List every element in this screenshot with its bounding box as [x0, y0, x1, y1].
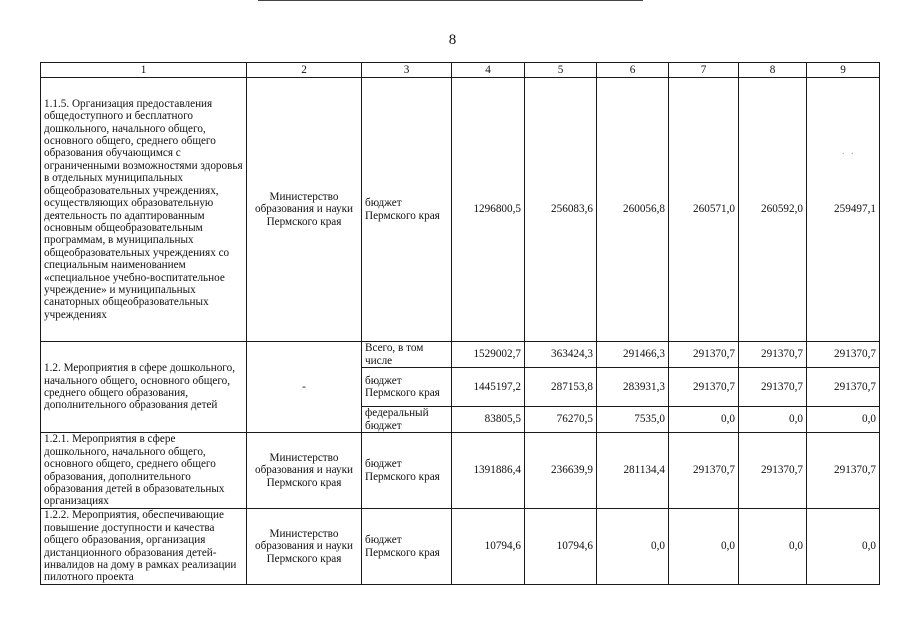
- funding-source: бюджет Пермского края: [362, 78, 452, 342]
- page-number: 8: [448, 32, 457, 48]
- executor: Министерство образования и науки Пермского края: [247, 78, 362, 342]
- value-cell: 259497,1: [807, 78, 880, 342]
- value-cell: 236639,9: [525, 433, 597, 509]
- executor: Министерство образования и науки Пермского края: [247, 433, 362, 509]
- header-cell: 7: [669, 63, 739, 78]
- activity-name: 1.2.1. Мероприятия в сфере дошкольного, начального общего, основного общего, среднего общего образования, дополнительного образования детей в образовательных организациях: [41, 433, 247, 509]
- header-cell: 3: [362, 63, 452, 78]
- activity-name: 1.1.5. Организация предоставления общедоступного и бесплатного дошкольного, начального общего, основного общего, среднего общего образования обучающимся с ограниченными возможностями здоровья в отдельных муниципальных общеобразовательных учреждениях, осуществляющих образовательную деятельность по адаптированным основным общеобразовательным программам, в муниципальных общеобразовательных учреждениях со специальным наименованием «специальное учебно-воспитательное учреждение» и муниципальных санаторных общеобразовательных учреждениях: [41, 78, 247, 342]
- value-cell: 1445197,2: [452, 368, 525, 407]
- value-cell: 0,0: [669, 509, 739, 585]
- page-top-rule: [258, 0, 643, 1]
- header-cell: 2: [247, 63, 362, 78]
- executor: -: [247, 342, 362, 433]
- value-cell: 0,0: [597, 509, 669, 585]
- value-cell: 10794,6: [452, 509, 525, 585]
- activity-name: 1.2.2. Мероприятия, обеспечивающие повышение доступности и качества общего образования, организация дистанционного образования детей-инвалидов на дому в рамках реализации пилотного проекта: [41, 509, 247, 585]
- value-cell: 76270,5: [525, 407, 597, 433]
- value-cell: 1529002,7: [452, 342, 525, 368]
- header-cell: 4: [452, 63, 525, 78]
- header-cell: 1: [41, 63, 247, 78]
- table-row: [41, 342, 880, 368]
- funding-source: федеральный бюджет: [362, 407, 452, 433]
- funding-source: бюджет Пермского края: [362, 509, 452, 585]
- value-cell: 291370,7: [807, 368, 880, 407]
- header-cell: 9: [807, 63, 880, 78]
- header-cell: 8: [739, 63, 807, 78]
- value-cell: 0,0: [739, 509, 807, 585]
- value-cell: 1296800,5: [452, 78, 525, 342]
- value-cell: 0,0: [807, 407, 880, 433]
- value-cell: 291370,7: [739, 368, 807, 407]
- value-cell: 7535,0: [597, 407, 669, 433]
- value-cell: 291370,7: [807, 433, 880, 509]
- column-numbers-row: [41, 63, 880, 78]
- value-cell: 287153,8: [525, 368, 597, 407]
- scan-mark: . .: [842, 146, 856, 157]
- value-cell: 0,0: [739, 407, 807, 433]
- budget-table: [40, 62, 880, 585]
- funding-source: бюджет Пермского края: [362, 433, 452, 509]
- value-cell: 291370,7: [669, 433, 739, 509]
- value-cell: 291370,7: [669, 368, 739, 407]
- value-cell: 10794,6: [525, 509, 597, 585]
- value-cell: 291370,7: [739, 433, 807, 509]
- header-cell: 5: [525, 63, 597, 78]
- table-row: [41, 433, 880, 509]
- value-cell: 260571,0: [669, 78, 739, 342]
- value-cell: 83805,5: [452, 407, 525, 433]
- value-cell: 291466,3: [597, 342, 669, 368]
- value-cell: 281134,4: [597, 433, 669, 509]
- value-cell: 291370,7: [807, 342, 880, 368]
- value-cell: 260056,8: [597, 78, 669, 342]
- executor: Министерство образования и науки Пермского края: [247, 509, 362, 585]
- value-cell: 283931,3: [597, 368, 669, 407]
- activity-name: 1.2. Мероприятия в сфере дошкольного, начального общего, основного общего, среднего общего образования, дополнительного образования детей: [41, 342, 247, 433]
- value-cell: 0,0: [669, 407, 739, 433]
- value-cell: 291370,7: [669, 342, 739, 368]
- value-cell: 1391886,4: [452, 433, 525, 509]
- table-row: [41, 78, 880, 342]
- header-cell: 6: [597, 63, 669, 78]
- value-cell: 291370,7: [739, 342, 807, 368]
- funding-source: Всего, в том числе: [362, 342, 452, 368]
- value-cell: 260592,0: [739, 78, 807, 342]
- value-cell: 0,0: [807, 509, 880, 585]
- table-row: [41, 509, 880, 585]
- funding-source: бюджет Пермского края: [362, 368, 452, 407]
- value-cell: 363424,3: [525, 342, 597, 368]
- value-cell: 256083,6: [525, 78, 597, 342]
